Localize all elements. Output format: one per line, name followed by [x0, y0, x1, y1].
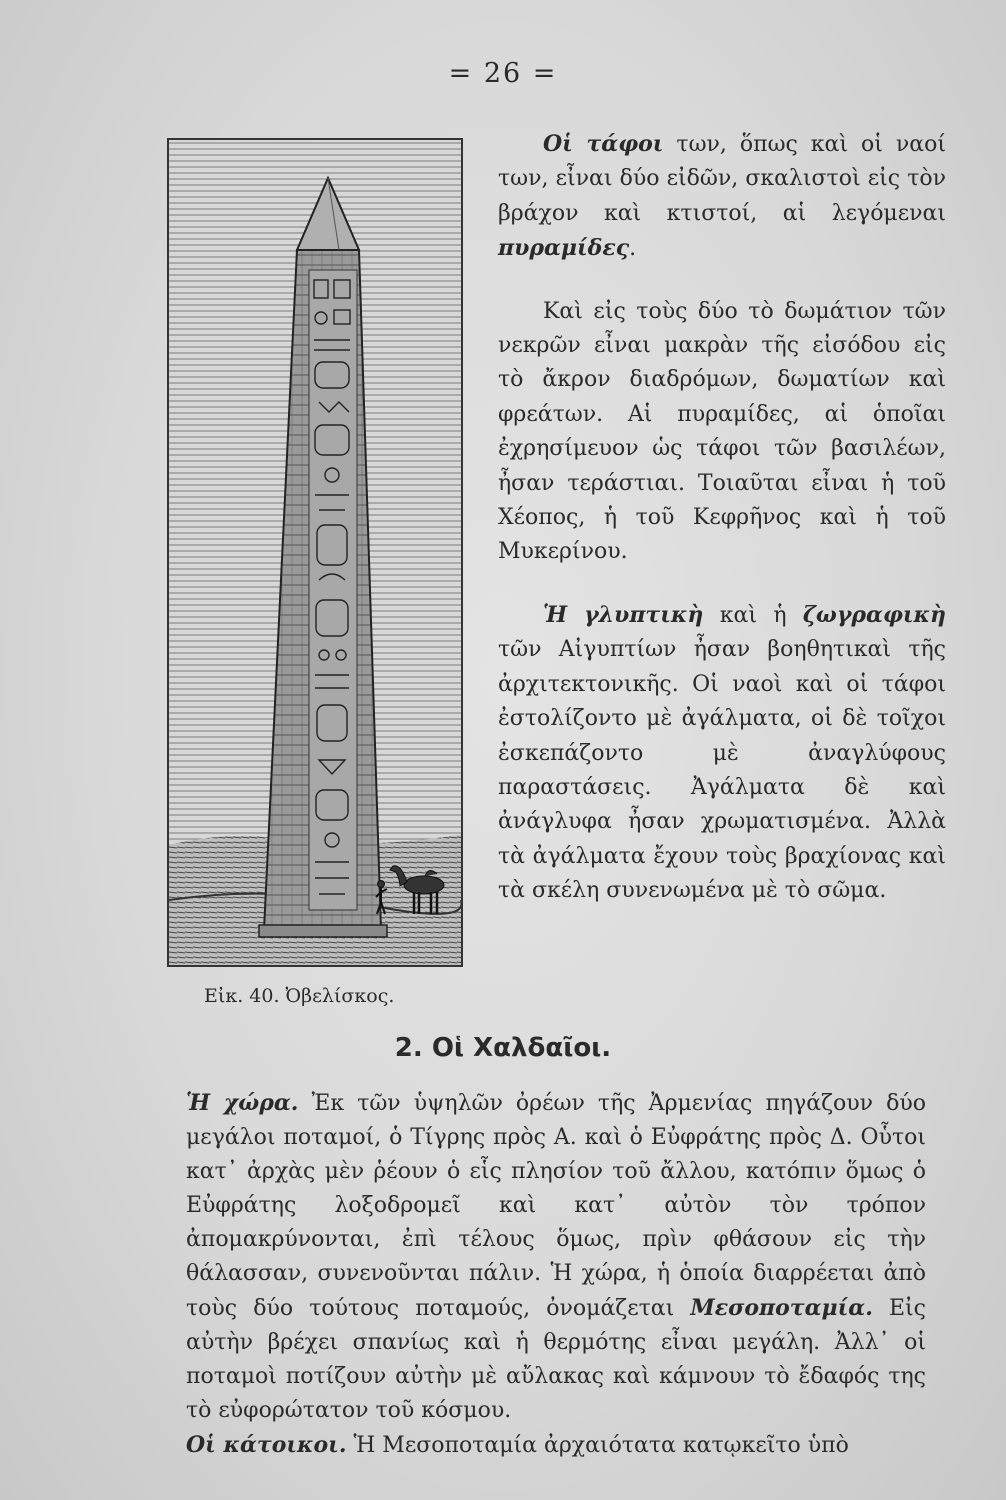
- lead-tombs: Οἱ τάφοι: [543, 131, 664, 157]
- page-number: = 26 =: [448, 58, 558, 89]
- obelisk-engraving: [169, 140, 461, 965]
- paragraph-chambers: [498, 295, 946, 570]
- term-mesopotamia: Μεσοποταμία.: [690, 1295, 873, 1321]
- paragraph-land: [186, 1086, 926, 1428]
- paragraph-tombs: [498, 127, 946, 267]
- paragraph-sculpture: [498, 598, 946, 909]
- term-painting: ζωγραφικὴ: [802, 601, 946, 628]
- text-tombs-end: .: [629, 236, 637, 262]
- text-sculpture-mid: καὶ ἡ: [703, 602, 803, 628]
- text-sculpture: τῶν Αἰγυπτίων ἦσαν βοηθητικαὶ τῆς ἀρχιτεκτονικῆς. Οἱ ναοὶ καὶ οἱ τάφοι ἐστολίζοντο μὲ ἀγάλματα, οἱ δὲ τοῖχοι ἐσκεπάζοντο μὲ ἀναγλύφους παραστάσεις. Ἀγάλματα δὲ καὶ ἀνάγλυφα ἦσαν χρωματισμένα. Ἀλλὰ τὰ ἀγάλματα ἔχουν τοὺς βραχίονας καὶ τὰ σκέλη συνενωμένα μὲ τὸ σῶμα.: [498, 637, 946, 904]
- figure-caption: Εἰκ. 40. Ὀβελίσκος.: [204, 985, 395, 1007]
- text-tombs: των, ὅπως καὶ οἱ ναοί των, εἶναι δύο εἰδῶν, σκαλιστοὶ εἰς τὸν βράχον καὶ κτιστοί, αἱ λεγόμεναι: [498, 132, 946, 226]
- term-pyramids: πυραμίδες: [498, 235, 630, 262]
- full-width-text: [186, 1086, 926, 1463]
- text-land-end: Εἰς αὐτὴν βρέχει σπανίως καὶ ἡ θερμότης εἶναι μεγάλη. Ἀλλ᾽ οἱ ποταμοὶ ποτίζουν αὐτὴν μὲ αὔλακας καὶ κάμνουν τὸ ἔδαφός της τὸ εὐφορώτατον τοῦ κόσμου.: [186, 1296, 926, 1423]
- lead-sculpture: Ἡ γλυπτικὴ: [543, 601, 704, 628]
- lead-inhabitants: Οἱ κάτοικοι.: [186, 1432, 347, 1458]
- text-inhabitants: Ἡ Μεσοποταμία ἀρχαιότατα κατῳκεῖτο ὑπὸ: [346, 1433, 849, 1458]
- right-column-text: [498, 127, 946, 937]
- section-heading: 2. Οἱ Χαλδαῖοι.: [394, 1033, 612, 1063]
- obelisk-illustration: [167, 138, 463, 967]
- paragraph-inhabitants: [186, 1428, 926, 1463]
- text-chambers: Καὶ εἰς τοὺς δύο τὸ δωμάτιον τῶν νεκρῶν εἶναι μακρὰν τῆς εἰσόδου εἰς τὸ ἄκρον διαδρόμων, δωματίων καὶ φρεάτων. Αἱ πυραμίδες, αἱ ὁποῖαι ἐχρησίμευον ὡς τάφοι τῶν βασιλέων, ἦσαν τεράστιαι. Τοιαῦται εἶναι ἡ τοῦ Χέοπος, ἡ τοῦ Κεφρῆνος καὶ ἡ τοῦ Μυκερίνου.: [498, 298, 946, 565]
- text-land: Ἐκ τῶν ὑψηλῶν ὀρέων τῆς Ἀρμενίας πηγάζουν δύο μεγάλοι ποταμοί, ὁ Τίγρης πρὸς Α. καὶ ὁ Εὐφράτης πρὸς Δ. Οὗτοι κατ᾽ ἀρχὰς μὲν ῥέουν ὁ εἷς πλησίον τοῦ ἄλλου, κατόπιν ὅμως ὁ Εὐφράτης λοξοδρομεῖ καὶ κατ᾽ αὐτὸν τὸν τρόπον ἀπομακρύνονται, ἐπὶ τέλους ὅμως, πρὶν φθάσουν εἰς τὴν θάλασσαν, συνενοῦνται πάλιν. Ἡ χώρα, ἡ ὁποία διαρρέεται ἀπὸ τοὺς δύο τούτους ποταμούς, ὀνομάζεται: [186, 1091, 926, 1321]
- lead-land: Ἡ χώρα.: [186, 1090, 299, 1116]
